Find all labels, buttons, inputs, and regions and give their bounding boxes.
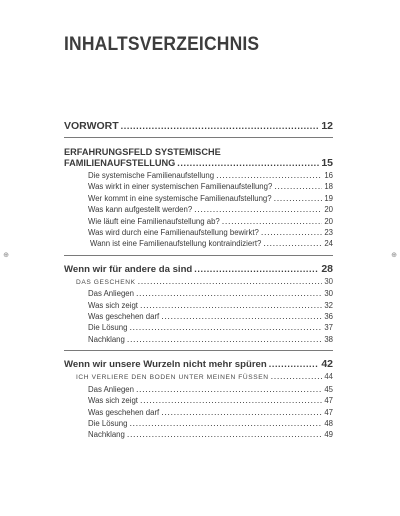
- toc-item[interactable]: [64, 227, 333, 238]
- leader-dots: [177, 158, 319, 169]
- toc-item-page: 37: [324, 323, 333, 333]
- section-heading: Wenn wir für andere da sind: [64, 263, 193, 275]
- toc-entry-page: 15: [321, 157, 333, 169]
- toc-item-label: Wann ist eine Familienaufstellung kontraindiziert?: [90, 239, 262, 249]
- leader-dots: [136, 384, 322, 395]
- toc-subsection-label: ICH VERLIERE DEN BODEN UNTER MEINEN FÜSSEN: [76, 374, 269, 382]
- section-1-items: [64, 170, 333, 250]
- section-heading-line1: ERFAHRUNGSFELD SYSTEMISCHE: [64, 147, 221, 157]
- toc-item-page: 30: [324, 289, 333, 299]
- table-of-contents: [64, 120, 333, 441]
- page-title: INHALTSVERZEICHNIS: [64, 34, 260, 55]
- toc-item[interactable]: [64, 418, 333, 429]
- leader-dots: [161, 311, 322, 322]
- toc-item-label: Nachklang: [88, 430, 125, 440]
- leader-dots: [263, 238, 322, 249]
- leader-dots: [271, 371, 323, 382]
- toc-subsection[interactable]: [64, 371, 333, 383]
- toc-item-label: Was sich zeigt: [88, 300, 138, 310]
- toc-item[interactable]: [64, 395, 333, 406]
- toc-item-page: 49: [324, 430, 333, 440]
- toc-item-page: 19: [324, 193, 333, 203]
- registration-mark-icon: ⊕: [3, 252, 9, 259]
- toc-item-label: Die systemische Familienaufstellung: [88, 171, 215, 180]
- toc-item[interactable]: [64, 170, 333, 181]
- toc-entry-page: 28: [321, 262, 333, 275]
- toc-item-page: 36: [324, 312, 333, 322]
- toc-item-label: Das Anliegen: [88, 384, 134, 394]
- toc-item[interactable]: [64, 311, 333, 322]
- toc-subsection-label: DAS GESCHENK: [76, 278, 136, 286]
- toc-item-page: 30: [324, 276, 333, 286]
- toc-item[interactable]: [64, 384, 333, 395]
- toc-item-page: 45: [324, 384, 333, 394]
- leader-dots: [216, 170, 322, 181]
- toc-item[interactable]: [64, 181, 333, 192]
- toc-item-label: Was sich zeigt: [88, 396, 138, 406]
- toc-item-page: 24: [324, 239, 333, 249]
- leader-dots: [140, 395, 322, 406]
- toc-item-page: 20: [324, 216, 333, 226]
- toc-entry-page: 12: [321, 120, 333, 132]
- leader-dots: [127, 334, 322, 345]
- toc-item-label: Was geschehen darf: [88, 312, 160, 322]
- toc-item-label: Was kann aufgestellt werden?: [88, 205, 193, 215]
- toc-item[interactable]: [64, 322, 333, 333]
- leader-dots: [274, 193, 323, 204]
- toc-item-page: 32: [324, 300, 333, 310]
- leader-dots: [140, 300, 322, 311]
- toc-item-label: Was wird durch eine Familienaufstellung bewirkt?: [88, 228, 259, 238]
- toc-item[interactable]: [64, 300, 333, 311]
- toc-item-page: 16: [324, 171, 333, 180]
- leader-dots: [269, 359, 320, 369]
- toc-item-page: 48: [324, 418, 333, 428]
- leader-dots: [161, 407, 322, 418]
- leader-dots: [121, 121, 320, 131]
- leader-dots: [194, 264, 319, 274]
- section-3-items: [64, 371, 333, 440]
- toc-item-page: 18: [324, 182, 333, 192]
- leader-dots: [194, 204, 322, 215]
- toc-subsection[interactable]: [64, 276, 333, 288]
- toc-item[interactable]: [64, 429, 333, 440]
- toc-entry-page: 42: [321, 358, 333, 371]
- section-heading: Wenn wir unsere Wurzeln nicht mehr spüren: [64, 359, 267, 371]
- toc-item-label: Nachklang: [88, 334, 125, 344]
- registration-mark-icon: ⊕: [391, 252, 397, 259]
- leader-dots: [274, 181, 322, 192]
- leader-dots: [129, 418, 322, 429]
- toc-item-label: Was geschehen darf: [88, 407, 160, 417]
- toc-item[interactable]: [64, 204, 333, 215]
- toc-section-1[interactable]: [64, 147, 333, 169]
- toc-item-page: 47: [324, 396, 333, 406]
- toc-entry-label: VORWORT: [64, 120, 119, 132]
- toc-item[interactable]: [64, 216, 333, 227]
- toc-item[interactable]: [64, 288, 333, 299]
- toc-item[interactable]: [64, 193, 333, 204]
- leader-dots: [136, 288, 322, 299]
- toc-entry-vorwort[interactable]: [64, 120, 333, 132]
- leader-dots: [138, 276, 323, 287]
- toc-item-label: Die Lösung: [88, 418, 128, 428]
- toc-item[interactable]: [64, 334, 333, 345]
- toc-section-2[interactable]: [64, 263, 333, 275]
- leader-dots: [222, 216, 323, 227]
- leader-dots: [127, 429, 322, 440]
- toc-item-label: Das Anliegen: [88, 289, 134, 299]
- toc-item-page: 44: [324, 372, 333, 382]
- toc-item-page: 20: [324, 205, 333, 215]
- toc-item[interactable]: [64, 407, 333, 418]
- section-heading-line2: FAMILIENAUFSTELLUNG: [64, 158, 176, 168]
- section-2-items: [64, 276, 333, 345]
- toc-item-page: 23: [324, 228, 333, 238]
- toc-item[interactable]: [64, 238, 333, 249]
- toc-item-label: Wie läuft eine Familienaufstellung ab?: [88, 216, 220, 226]
- toc-item-label: Was wirkt in einer systemischen Familienaufstellung?: [88, 182, 273, 192]
- toc-item-page: 47: [324, 407, 333, 417]
- toc-item-page: 38: [324, 334, 333, 344]
- leader-dots: [261, 227, 322, 238]
- toc-item-label: Die Lösung: [88, 323, 128, 333]
- toc-item-label: Wer kommt in eine systemische Familienaufstellung?: [88, 193, 272, 203]
- toc-section-3[interactable]: [64, 358, 333, 370]
- leader-dots: [129, 322, 322, 333]
